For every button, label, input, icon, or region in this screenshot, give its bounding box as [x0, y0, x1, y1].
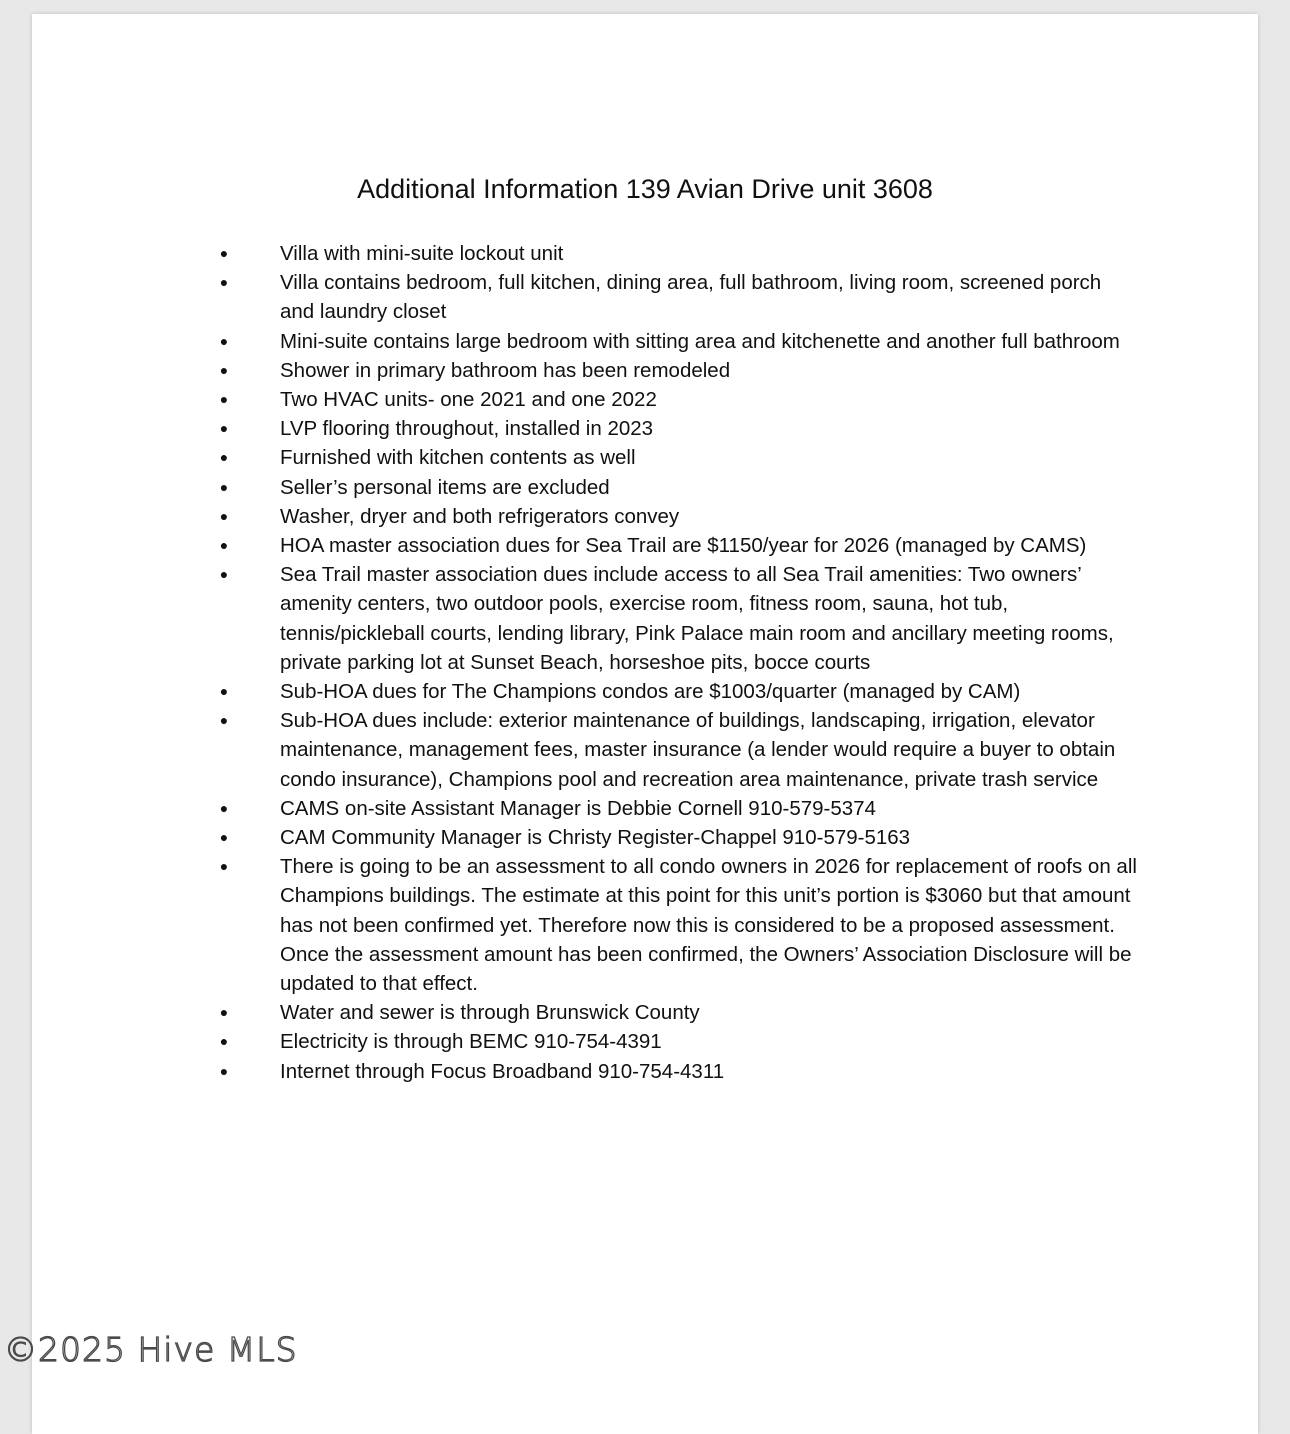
bullet-icon: ●: [219, 1062, 229, 1079]
bullet-icon: ●: [219, 420, 229, 437]
bullet-icon: ●: [219, 829, 229, 846]
list-item: ● Two HVAC units- one 2021 and one 2022: [248, 385, 1138, 414]
bullet-icon: ●: [219, 507, 229, 524]
bullet-icon: ●: [219, 478, 229, 495]
copyright-watermark: ©2025 Hive MLS: [4, 1330, 298, 1369]
bullet-icon: ●: [219, 1004, 229, 1021]
bullet-list: [219, 239, 1138, 1086]
list-item: ● LVP flooring throughout, installed in 2023: [248, 414, 1138, 443]
list-item: ● Mini-suite contains large bedroom with sitting area and kitchenette and another full bathroom: [248, 327, 1138, 356]
bullet-icon: ●: [219, 361, 229, 378]
list-item: ● Shower in primary bathroom has been remodeled: [248, 356, 1138, 385]
bullet-icon: ●: [219, 799, 229, 816]
list-item: ● Water and sewer is through Brunswick County: [248, 998, 1138, 1027]
list-item: ● Sub-HOA dues include: exterior maintenance of buildings, landscaping, irrigation, elevator maintenance, management fees, master insurance (a lender would require a buyer to obtain condo insurance), Champions pool and recreation area maintenance, private trash service: [248, 706, 1138, 794]
bullet-icon: ●: [219, 858, 229, 875]
list-item: ● Internet through Focus Broadband 910-754-4311: [248, 1057, 1138, 1086]
list-item: ● CAM Community Manager is Christy Register-Chappel 910-579-5163: [248, 823, 1138, 852]
bullet-icon: ●: [219, 245, 229, 261]
list-item: ● There is going to be an assessment to all condo owners in 2026 for replacement of roofs on all Champions buildings. The estimate at this point for this unit’s portion is $3060 but that amount has not been confirmed yet. Therefore now this is considered to be a proposed assessment. Once the assessment amount has been confirmed, the Owners’ Association Disclosure will be updated to that effect.: [248, 852, 1138, 998]
document-page: [32, 14, 1258, 1434]
bullet-icon: ●: [219, 332, 229, 349]
list-item: ● HOA master association dues for Sea Trail are $1150/year for 2026 (managed by CAMS): [248, 531, 1138, 560]
bullet-icon: ●: [219, 449, 229, 466]
list-item: ● Washer, dryer and both refrigerators convey: [248, 502, 1138, 531]
list-item: ● Villa contains bedroom, full kitchen, dining area, full bathroom, living room, screened porch and laundry closet: [248, 268, 1138, 326]
bullet-icon: ●: [219, 566, 229, 583]
bullet-icon: ●: [219, 274, 229, 291]
bullet-icon: ●: [219, 683, 229, 700]
list-item: ● Sub-HOA dues for The Champions condos are $1003/quarter (managed by CAM): [248, 677, 1138, 706]
bullet-icon: ●: [219, 712, 229, 729]
bullet-icon: ●: [219, 391, 229, 408]
bullet-icon: ●: [219, 1033, 229, 1050]
list-item: ● Seller’s personal items are excluded: [248, 473, 1138, 502]
bullet-icon: ●: [219, 537, 229, 554]
list-item: ● Sea Trail master association dues include access to all Sea Trail amenities: Two owners’ amenity centers, two outdoor pools, exercise room, fitness room, sauna, hot tub, tennis/pickleball courts, lending library, Pink Palace main room and ancillary meeting rooms, private parking lot at Sunset Beach, horseshoe pits, bocce courts: [248, 560, 1138, 677]
document-title: Additional Information 139 Avian Drive unit 3608: [357, 174, 933, 204]
list-item: ● Villa with mini-suite lockout unit: [248, 239, 1138, 268]
list-item: ● Electricity is through BEMC 910-754-4391: [248, 1027, 1138, 1056]
list-item: ● Furnished with kitchen contents as well: [248, 443, 1138, 472]
list-item: ● CAMS on-site Assistant Manager is Debbie Cornell 910-579-5374: [248, 794, 1138, 823]
